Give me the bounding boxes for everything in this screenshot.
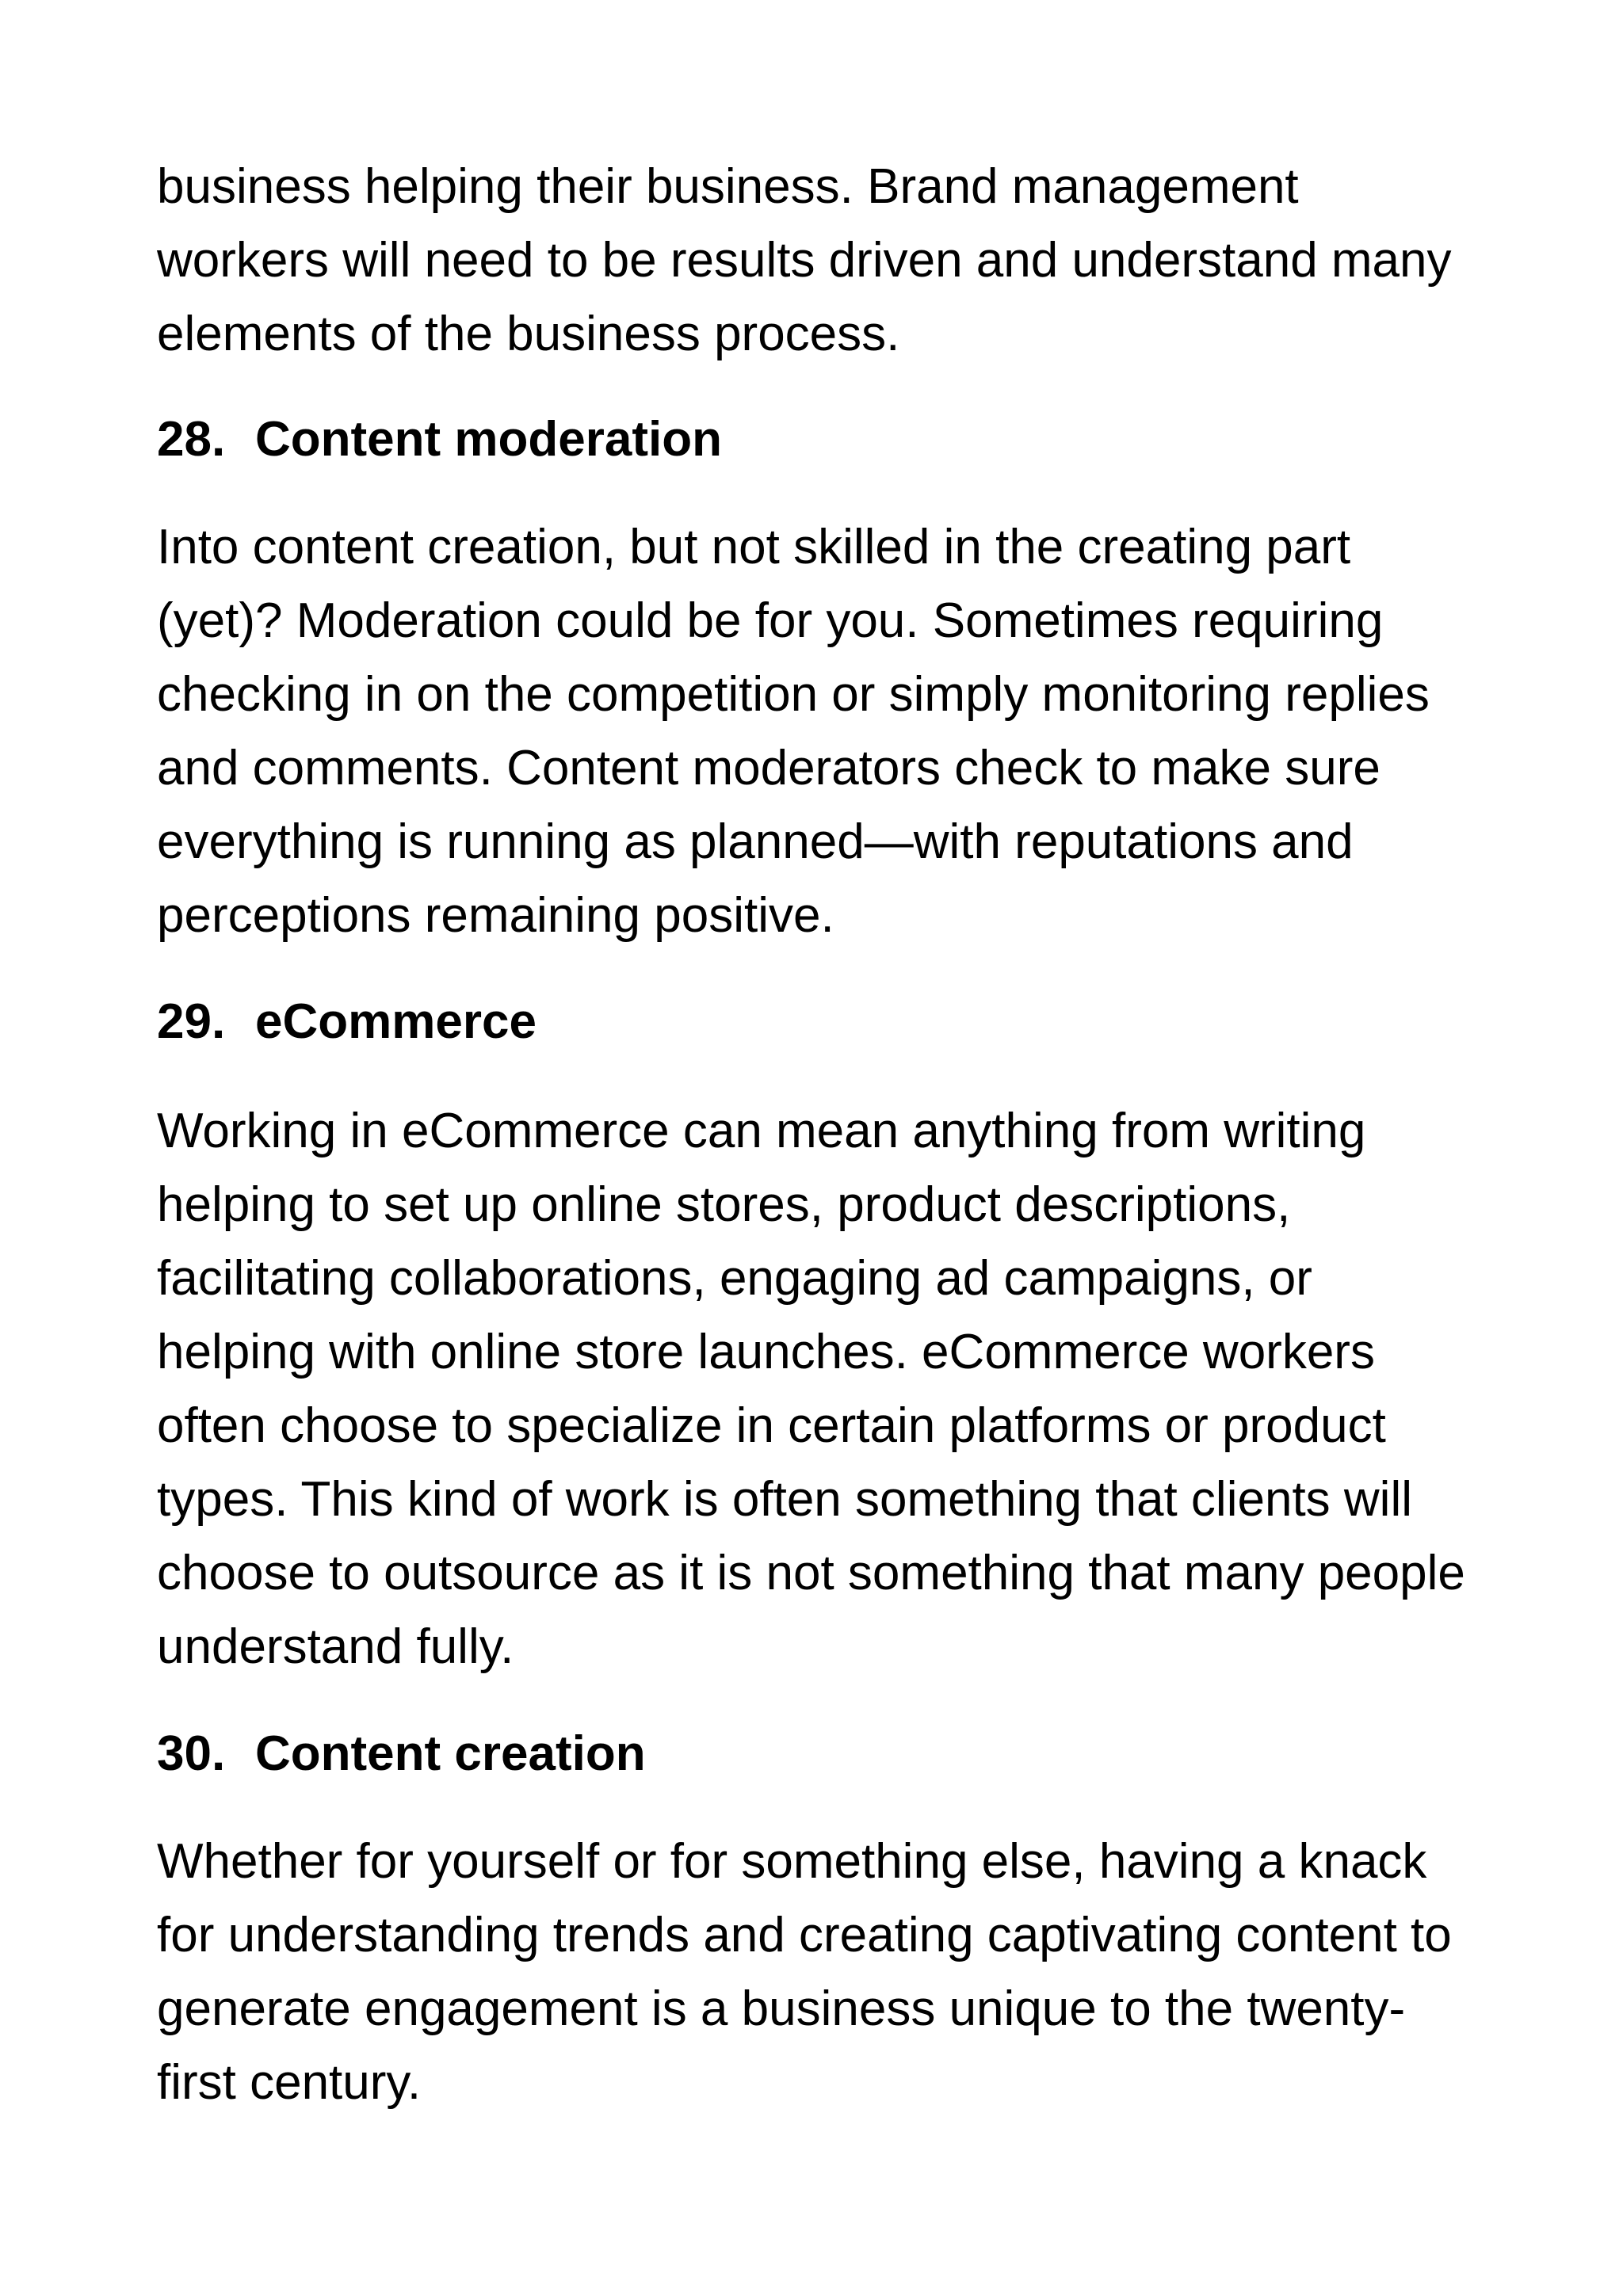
text-line: often choose to specialize in certain platforms or product — [157, 1398, 1386, 1453]
text-line: elements of the business process. — [157, 307, 900, 361]
text-line: facilitating collaborations, engaging ad campaigns, or — [157, 1251, 1312, 1306]
text-line: perceptions remaining positive. — [157, 888, 834, 943]
text-line: types. This kind of work is often something that clients will — [157, 1472, 1412, 1527]
paragraph-ecommerce — [157, 1094, 1504, 1684]
text-line: helping with online store launches. eCommerce workers — [157, 1325, 1375, 1379]
text-line: business helping their business. Brand management — [157, 159, 1299, 214]
section-title: Content moderation — [255, 412, 722, 467]
text-line: Into content creation, but not skilled in the creating part — [157, 520, 1351, 574]
paragraph-brand-management-end — [157, 150, 1504, 371]
paragraph-content-creation — [157, 1825, 1504, 2119]
section-title: Content creation — [255, 1726, 646, 1781]
text-line: for understanding trends and creating captivating content to — [157, 1908, 1452, 1962]
section-number: 29. — [157, 994, 226, 1049]
text-line: choose to outsource as it is not something that many people — [157, 1546, 1465, 1600]
text-line: (yet)? Moderation could be for you. Sometimes requiring — [157, 593, 1384, 648]
text-line: generate engagement is a business unique to the twenty- — [157, 1981, 1406, 2036]
section-number: 28. — [157, 412, 226, 467]
section-heading-29 — [157, 985, 537, 1058]
text-line: checking in on the competition or simply monitoring replies — [157, 667, 1430, 722]
section-heading-28 — [157, 402, 722, 476]
text-line: helping to set up online stores, product descriptions, — [157, 1177, 1291, 1232]
text-line: workers will need to be results driven and understand many — [157, 233, 1452, 288]
section-number: 30. — [157, 1726, 226, 1781]
text-line: and comments. Content moderators check to make sure — [157, 741, 1381, 795]
text-line: Whether for yourself or for something else, having a knack — [157, 1834, 1427, 1889]
text-line: first century. — [157, 2055, 422, 2110]
paragraph-content-moderation — [157, 510, 1504, 952]
text-line: everything is running as planned—with reputations and — [157, 814, 1354, 869]
text-line: understand fully. — [157, 1619, 514, 1674]
section-title: eCommerce — [255, 994, 537, 1049]
text-line: Working in eCommerce can mean anything from writing — [157, 1104, 1366, 1158]
section-heading-30 — [157, 1717, 646, 1791]
